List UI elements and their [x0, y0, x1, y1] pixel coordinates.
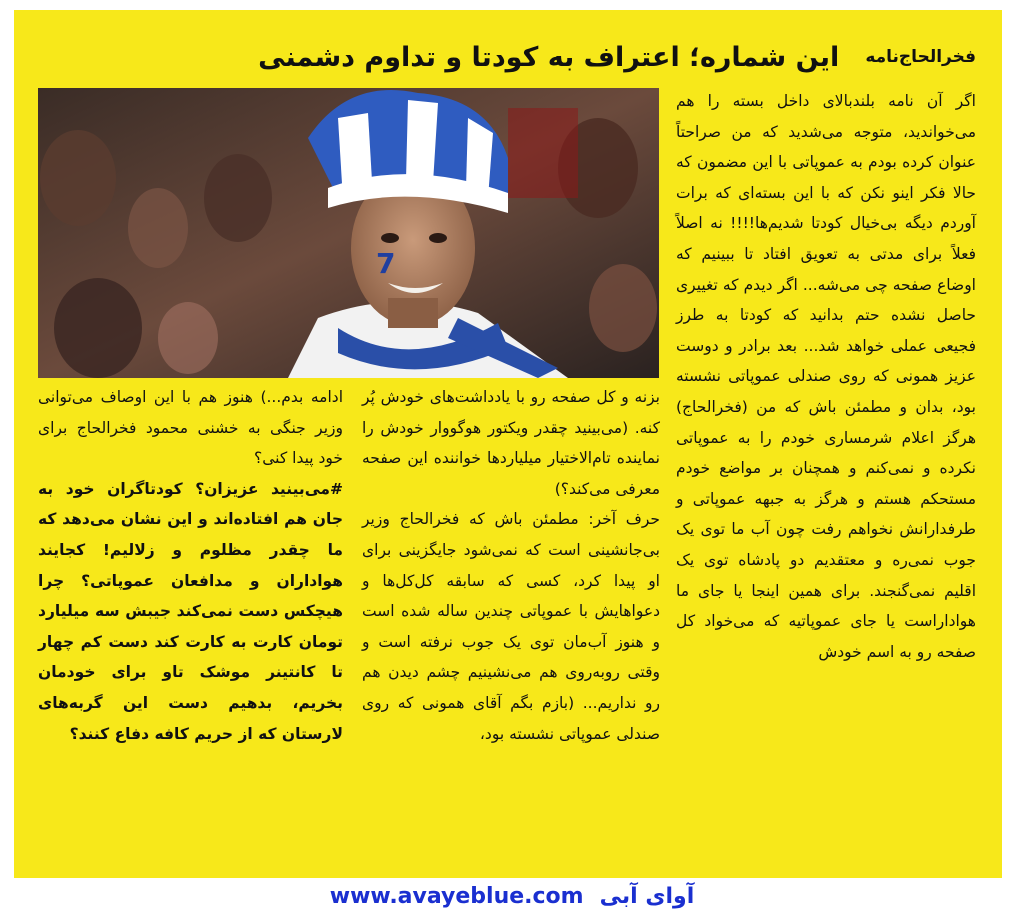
article-headline: این شماره؛ اعتراف به کودتا و تداوم دشمنی	[258, 41, 840, 73]
article-column-right	[676, 86, 976, 667]
face-paint-number: 7	[376, 247, 396, 280]
column-left-paragraph-1: ادامه بدم...) هنوز هم با این اوصاف می‌توانی وزیر جنگی به خشنی محمود فخرالحاج برای خود پیدا کنی؟	[38, 388, 343, 468]
website-url[interactable]: www.avayeblue.com	[329, 884, 584, 909]
footer-bar	[0, 878, 1024, 915]
article-header	[114, 32, 976, 82]
article-column-middle	[362, 382, 660, 749]
article-column-left	[38, 382, 343, 749]
column-kicker: فخرالحاج‌نامه	[865, 47, 976, 67]
column-middle-paragraph-1: بزنه و کل صفحه رو با یادداشت‌های خودش پُر کنه. (می‌بینید چقدر ویکتور هوگووار خودش را نماینده تام‌الاختیار میلیاردها خواننده این صفحه معرفی می‌کند؟)	[362, 388, 660, 498]
site-brand: آوای آبی	[599, 884, 695, 909]
football-fan-photo	[38, 88, 659, 378]
column-right-text: اگر آن نامه بلندبالای داخل بسته را هم می‌خواندید، متوجه می‌شدید که من صراحتاً عنوان کرده بودم به عموپاتی با این مضمون که حالا فکر اینو نکن که با این بسته‌ای که برات آوردم دیگه بی‌خیال کودتا شدیم‌ها!!!! نه اصلاً فعلاً برای مدتی به تعویق افتاد تا ببینیم که اوضاع صفحه چی می‌شه... اگر دیدم که تغییری حاصل نشده حتم بدانید که کودتا به طرز فجیعی عملی خواهد شد... بعد برادر و دوست عزیز همونی که روی صندلی عموپاتی نشسته بود، بدان و مطمئن باش که من (فخرالحاج) هرگز اعلام شرمساری خودم را به عموپاتی نکرده و نمی‌کنم و همچنان بر مواضع خودم مستحکم هستم و هرگز به جبهه عموپاتی و طرفدارانش نخواهم رفت چون آب ما توی یک جوب نمی‌ره و معتقدیم دو پادشاه توی یک اقلیم نمی‌گنجند. برای همین اینجا یا جای ما هواداراست یا جای عموپاتیه که می‌خواد کل صفحه رو به اسم خودش	[676, 92, 976, 661]
column-left-paragraph-2: #می‌بینید عزیزان؟ کودتاگران خود به جان هم افتاده‌اند و این نشان می‌دهد که ما چقدر مظلوم و زلالیم! کجایند هواداران و مدافعان عموپاتی؟ چرا هیچکس دست نمی‌کند جیبش سه میلیارد تومان کارت به کارت کند دست کم چهار تا کانتینر موشک تاو برای خودمان بخریم، بدهیم دست این گربه‌های لارستان که از حریم کافه دفاع کنند؟	[38, 479, 343, 743]
column-middle-paragraph-2: حرف آخر: مطمئن باش که فخرالحاج وزیر بی‌جانشینی است که نمی‌شود جایگزینی برای او پیدا کرد، کسی که سابقه کل‌کل‌ها و دعواهایش با عموپاتی چندین ساله شده است و هنوز آب‌مان توی یک جوب نرفته است و وقتی روبه‌روی هم می‌نشینیم چشم دیدن هم رو نداریم... (بازم بگم آقای همونی که روی صندلی عموپاتی نشسته بود،	[362, 510, 660, 743]
article-photo	[38, 88, 659, 378]
newspaper-page	[14, 10, 1002, 878]
